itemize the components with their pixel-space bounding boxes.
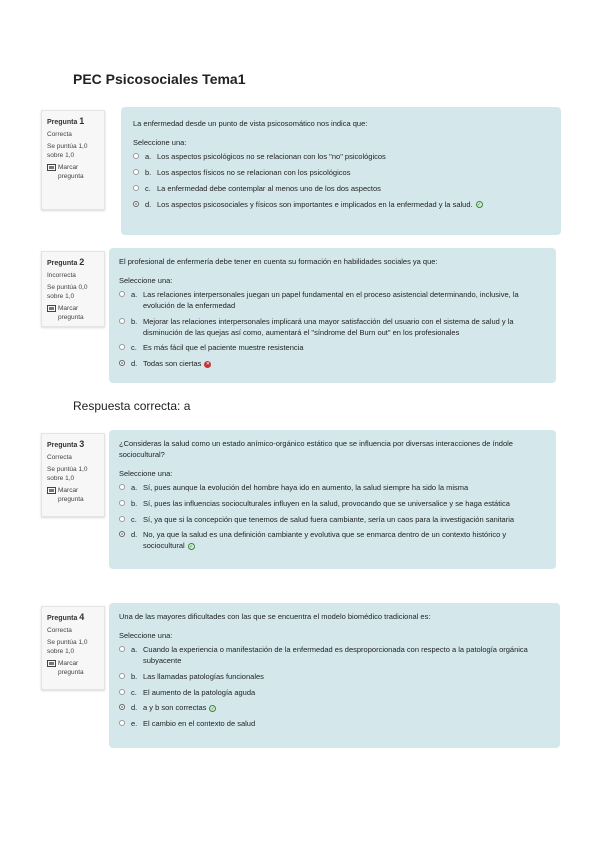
radio-button-selected[interactable] [119,531,125,537]
flag-icon [47,487,56,494]
question-prompt: Seleccione una: [133,137,187,147]
question-number: Pregunta 2 [47,257,85,267]
answer-option[interactable]: a. Los aspectos psicológicos no se relacionan con los "no" psicológicos [133,152,549,163]
question-status: Incorrecta [47,271,76,279]
radio-button[interactable] [119,720,125,726]
flag-question-button[interactable] [47,304,99,322]
correct-check-icon: ✓ [210,705,215,712]
question-prompt: Seleccione una: [119,275,173,285]
flag-label: Marcar pregunta [58,164,84,181]
answer-option[interactable]: d. Los aspectos psicosociales y físicos son importantes e implicados en la enfermedad y la salud. ✓ [133,200,549,211]
question-score: Se puntúa 1,0 sobre 1,0 [47,142,88,159]
question-text: ¿Consideras la salud como un estado anímico-orgánico estático que se influencia por diversas interacciones de índole sociocultural? [119,439,513,459]
radio-button[interactable] [119,673,125,679]
answer-option[interactable]: b. Sí, pues las influencias socioculturales influyen en la salud, provocando que se universalice y se haga estática [119,499,546,510]
question-number: Pregunta 4 [47,612,85,622]
answer-option[interactable]: b. Las llamadas patologías funcionales [119,672,550,683]
question-number: Pregunta 1 [47,116,85,126]
answer-option[interactable]: c. Sí, ya que si la concepción que tenemos de salud fuera cambiante, sería un caos para la investigación sanitaria [119,515,546,526]
answer-option[interactable]: c. La enfermedad debe contemplar al menos uno de los dos aspectos [133,184,549,195]
question-info-3 [41,433,105,517]
flag-label: Marcar pregunta [58,660,84,677]
answer-option[interactable]: a. Sí, pues aunque la evolución del hombre haya ido en aumento, la salud siempre ha sido la misma [119,483,546,494]
question-text: La enfermedad desde un punto de vista psicosomático nos indica que: [133,119,368,128]
radio-button[interactable] [133,153,139,159]
radio-button[interactable] [119,484,125,490]
radio-button[interactable] [119,500,125,506]
correct-check-icon: ✓ [476,202,482,209]
question-score: Se puntúa 0,0 sobre 1,0 [47,283,88,300]
radio-button[interactable] [133,185,139,191]
answer-option[interactable]: a. Cuando la experiencia o manifestación de la enfermedad es desproporcionada con respecto a la patología orgánica subyacente [119,645,550,667]
answer-option[interactable]: b. Los aspectos físicos no se relacionan con los psicológicos [133,168,549,179]
radio-button-selected[interactable] [119,360,125,366]
question-text: El profesional de enfermería debe tener en cuenta su formación en habilidades sociales ya que: [119,257,438,266]
flag-question-button[interactable] [47,163,99,181]
flag-icon [47,660,56,667]
question-text: Una de las mayores dificultades con las que se encuentra el modelo biomédico tradicional es: [119,612,431,621]
answer-option[interactable]: c. Es más fácil que el paciente muestre resistencia [119,343,546,354]
radio-button[interactable] [119,516,125,522]
correct-answer-note: Respuesta correcta: a [73,399,191,413]
flag-question-button[interactable] [47,486,99,504]
flag-question-button[interactable] [47,659,99,677]
correct-check-icon: ✓ [189,543,194,550]
question-number: Pregunta 3 [47,439,85,449]
radio-button[interactable] [133,169,139,175]
radio-button-selected[interactable] [119,704,125,710]
flag-icon [47,305,56,312]
answer-option[interactable]: d. a y b son correctas ✓ [119,703,550,714]
answer-option[interactable]: b. Mejorar las relaciones interpersonales implicará una mayor satisfacción del usuario con el sistema de salud y la disminución de las quejas así como, aumentará el "síndrome del Burn out" en los profesionales [119,317,546,339]
flag-icon [47,164,56,171]
question-status: Correcta [47,626,72,634]
question-card-2 [109,248,556,383]
flag-label: Marcar pregunta [58,305,84,322]
radio-button[interactable] [119,344,125,350]
question-card-3 [109,430,556,569]
answer-option[interactable]: d. No, ya que la salud es una definición cambiante y evolutiva que se enmarca dentro de un contexto histórico y sociocultural ✓ [119,530,546,552]
question-status: Correcta [47,130,72,138]
radio-button[interactable] [119,689,125,695]
question-score: Se puntúa 1,0 sobre 1,0 [47,465,88,482]
radio-button[interactable] [119,646,125,652]
question-info-1 [41,110,105,210]
question-info-4 [41,606,105,690]
question-info-2 [41,251,105,327]
page-title: PEC Psicosociales Tema1 [73,71,246,87]
question-card-4 [109,603,560,748]
answer-option[interactable]: e. El cambio en el contexto de salud [119,719,550,730]
answer-option[interactable]: d. Todas son ciertas ✕ [119,359,546,370]
radio-button[interactable] [119,318,125,324]
incorrect-cross-icon: ✕ [205,360,210,367]
answer-option[interactable]: c. El aumento de la patología aguda [119,688,550,699]
radio-button-selected[interactable] [133,201,139,207]
radio-button[interactable] [119,291,125,297]
answer-option[interactable]: a. Las relaciones interpersonales juegan un papel fundamental en el proceso asistencial determinando, inclusive, la evolución de la enfermedad [119,290,546,312]
flag-label: Marcar pregunta [58,487,84,504]
question-prompt: Seleccione una: [119,468,173,478]
question-status: Correcta [47,453,72,461]
question-card-1 [121,107,561,235]
question-prompt: Seleccione una: [119,630,173,640]
question-score: Se puntúa 1,0 sobre 1,0 [47,638,88,655]
